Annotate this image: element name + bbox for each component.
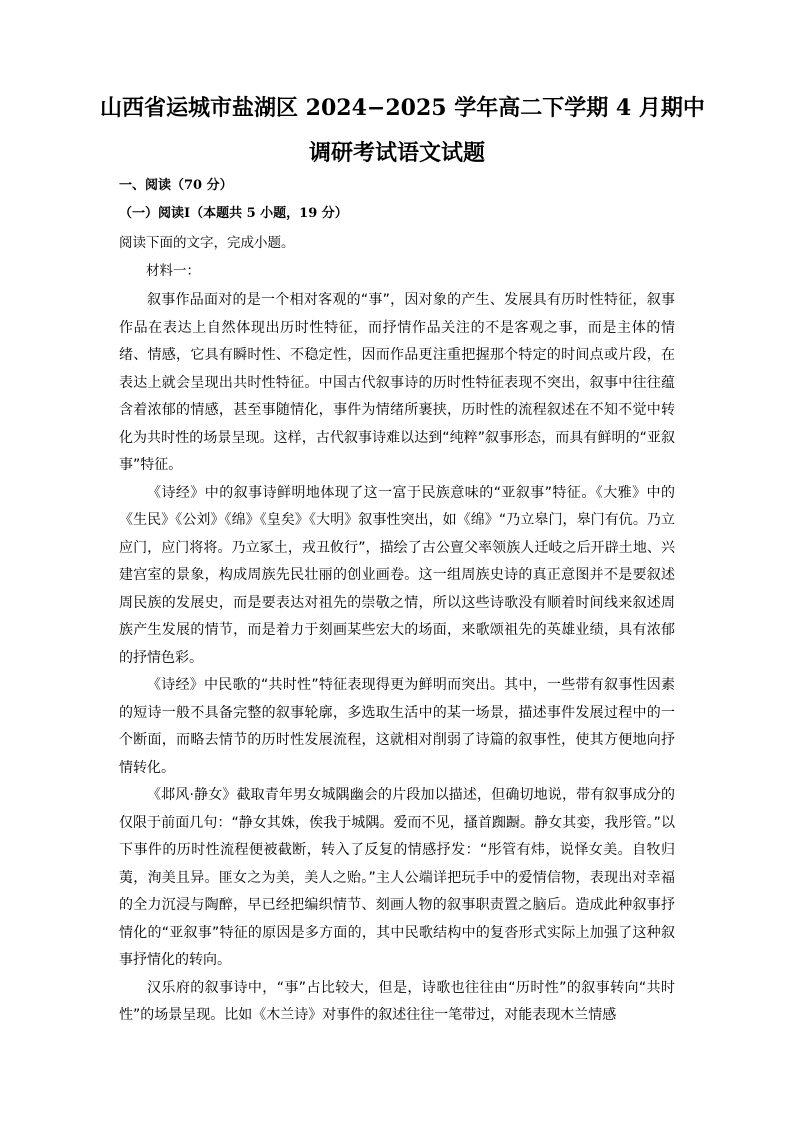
passage-paragraph-1: 叙事作品面对的是一个相对客观的“事”，因对象的产生、发展具有历时性特征，叙事作品在表达上自然体现出历时性特征，而抒情作品关注的不是客观之事，而是主体的情绪、情感，它具有瞬时性、不稳定性，因而作品更注重把握那个特定的时间点或片段，在表达上就会呈现出共时性特征。中国古代叙事诗的历时性特征表现不突出，叙事中往往蕴含着浓郁的情感，甚至事随情化，事件为情绪所裹挟，历时性的流程叙述在不知不觉中转化为共时性的场景呈现。这样，古代叙事诗难以达到“纯粹”叙事形态，而具有鲜明的“亚叙事”特征。 xyxy=(119,292,675,473)
passage-body xyxy=(119,287,675,1030)
document-title-line-2: 调研考试语文试题 xyxy=(308,140,485,166)
material-label: 材料一： xyxy=(146,263,200,279)
passage-paragraph-5: 汉乐府的叙事诗中，“事”占比较大，但是，诗歌也往往由“历时性”的叙事转向“共时性”的场景呈现。比如《木兰诗》对事件的叙述往往一笔带过，对能表现木兰情感 xyxy=(119,979,675,1023)
subsection-heading-reading-1: （一）阅读Ⅰ（本题共 5 小题，19 分） xyxy=(119,206,348,221)
passage-paragraph-4: 《邶风·静女》截取青年男女城隅幽会的片段加以描述，但确切地说，带有叙事成分的仅限于前面几句：“静女其姝，俟我于城隅。爱而不见，搔首踟蹰。静女其娈，我彤管。”以下事件的历时性流程便被截断，转入了反复的情感抒发：“彤管有炜，说怿女美。自牧归荑，洵美且异。匪女之为美，美人之贻。”主人公端详把玩手中的爱情信物，表现出对幸福的全力沉浸与陶醉，早已经把编织情节、刻画人物的叙事职责置之脑后。造成此种叙事抒情化的“亚叙事”特征的原因是多方面的，其中民歌结构中的复沓形式实际上加强了这种叙事抒情化的转向。 xyxy=(119,787,675,968)
section-heading-reading: 一、阅读（70 分） xyxy=(119,178,233,193)
instruction-text: 阅读下面的文字，完成小题。 xyxy=(119,235,295,251)
passage-paragraph-3: 《诗经》中民歌的“共时性”特征表现得更为鲜明而突出。其中，一些带有叙事性因素的短诗一般不具备完整的叙事轮廓，多选取生活中的某一场景，描述事件发展过程中的一个断面，而略去情节的历时性发展流程，这就相对削弱了诗篇的叙事性，使其方便地向抒情转化。 xyxy=(119,677,675,776)
document-title-line-1: 山西省运城市盐湖区 2024−2025 学年高二下学期 4 月期中 xyxy=(100,95,705,121)
passage-paragraph-2: 《诗经》中的叙事诗鲜明地体现了这一富于民族意味的“亚叙事”特征。《大雅》中的《生民》《公刘》《绵》《皇矣》《大明》叙事性突出，如《绵》“乃立皋门，皋门有伉。乃立应门，应门将将。乃立冢土，戎丑攸行”，描绘了古公亶父率领族人迁岐之后开辟土地、兴建宫室的景象，构成周族先民壮丽的创业画卷。这一组周族史诗的真正意图并不是要叙述周民族的发展史，而是要表达对祖先的崇敬之情，所以这些诗歌没有顺着时间线来叙述周族产生发展的情节，而是着力于刻画某些宏大的场面，来歌颂祖先的英雄业绩，具有浓郁的抒情色彩。 xyxy=(119,484,675,666)
